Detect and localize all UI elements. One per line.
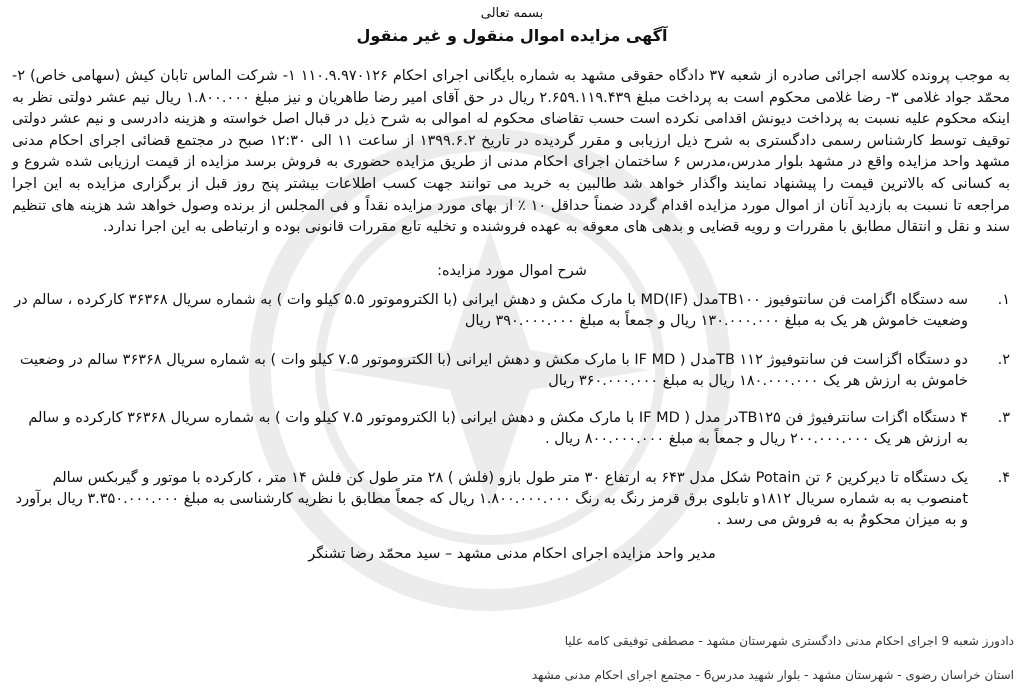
- auction-item-2: [12, 350, 1010, 392]
- auction-item-3: [12, 408, 1010, 450]
- item-number: ۲.: [997, 352, 1010, 368]
- auction-item-4: [12, 468, 1010, 531]
- signature-line: مدیر واحد مزایده اجرای احکام مدنی مشهد – سید محمّد رضا تشنگر: [308, 546, 716, 562]
- footer-officer-line: دادورز شعبه 9 اجرای احکام مدنی دادگستری شهرستان مشهد - مصطفی توفیقی کامه علیا: [564, 634, 1014, 648]
- item-number: ۱.: [997, 292, 1010, 308]
- item-number: ۴.: [997, 470, 1010, 486]
- item-number: ۳.: [997, 410, 1010, 426]
- items-section-header: شرح اموال مورد مزایده:: [437, 263, 587, 279]
- notice-title: آگهی مزایده اموال منقول و غیر منقول: [356, 26, 668, 45]
- auction-item-1: [12, 290, 1010, 332]
- item-description: ۴ دستگاه اگزات سانترفیوژ فن TB۱۲۵در مدل ( IF MD با مارک مکش و دهش ایرانی (با الکتروموتور ۷.۵ کیلو وات ) به شماره سریال ۳۶۳۶۸ کارکرده و سالم به ارزش هر یک ۲۰۰.۰۰۰.۰۰۰ ریال و جمعاً به مبلغ ۸۰۰.۰۰۰.۰۰۰ ریال .: [28, 410, 968, 447]
- notice-body-paragraph: به موجب پرونده کلاسه اجرائی صادره از شعبه ۳۷ دادگاه حقوقی مشهد به شماره بایگانی اجرای احکام ۱۱۰.۹.۹۷۰۱۲۶ ۱- شرکت الماس تابان کیش (سهامی خاص) ۲- محمّد جواد غلامی ۳- رضا غلامی محکوم است به پرداخت مبلغ ۲.۶۵۹.۱۱۹.۴۳۹ ریال در حق آقای امیر رضا طاهریان و نیز مبلغ ۱.۸۰۰.۰۰۰ ریال نیم عشر دولتی نظر به اینکه محکوم علیه نسبت به پرداخت دیونش اقدامی نکرده است حسب تقاضای محکوم له اموالی به شرح ذیل در قبال اصل خواسته و هزینه دادرسی و نیم عشر دولتی توقیف توسط کارشناس رسمی دادگستری به شرح ذیل ارزیابی و مقرر گردیده در تاریخ ۱۳۹۹.۶.۲ از ساعت ۱۱ الی ۱۲:۳۰ صبح در مجتمع قضائی اجرای احکام مدنی مشهد واحد مزایده واقع در مشهد بلوار مدرس،مدرس ۶ ساختمان اجرای احکام مدنی از طریق مزایده حضوری به فروش برسد مزایده از قیمت ارزیابی شده شروع و به کسانی که بالاترین قیمت را پیشنهاد نمایند واگذار خواهد شد طالبین به خرید می توانند جهت کسب اطلاعات بیشتر پنج روز قبل از برگزاری مزایده به این اجرا مراجعه تا نسبت به بازدید آنان از اموال مورد مزایده اقدام گردد ضمناً حداقل ۱۰ ٪ از بهای مورد مزایده نقداً و فی المجلس از برنده وصول خواهد شد هزینه های تنظیم سند و نقل و انتقال مطابق با مقررات و رویه قضایی و بدهی های معوقه به عهده فروشنده و تخلیه تابع مقررات قانونی بوده و ارتباطی به این اجرا ندارد.: [12, 68, 1011, 236]
- basmala-heading: بسمه تعالی: [480, 6, 544, 21]
- footer-address-line: استان خراسان رضوی - شهرستان مشهد - بلوار شهید مدرس6 - مجتمع اجرای احکام مدنی مشهد: [531, 668, 1014, 682]
- item-description: یک دستگاه تا دیرکرین ۶ تن Potain شکل مدل ۶۴۳ به ارتفاع ۳۰ متر طول بازو (فلش ) ۲۸ متر طول کن فلش ۱۴ متر ، کارکرده با موتور و گیربکس سالم tمنصوب به به شماره سریال ۱۸۱۲و تابلوی برق قرمز رنگ به رنگ ۱.۸۰۰.۰۰۰.۰۰۰ ریال که جمعاً مطابق با نظریه کارشناسی به مبلغ ۳.۳۵۰.۰۰۰.۰۰۰ ریال برآورد و به میزان محکومٌ به به فروش می رسد .: [15, 470, 968, 528]
- item-description: سه دستگاه اگزامت فن سانتوفیوز TB۱۰۰مدل MD(IF) با مارک مکش و دهش ایرانی (با الکتروموتور ۵.۵ کیلو وات ) به شماره سریال ۳۶۳۶۸ کارکرده ، سالم در وضعیت خاموش هر یک به مبلغ ۱۳۰.۰۰۰.۰۰۰ ریال و جمعاً به مبلغ ۳۹۰.۰۰۰.۰۰۰ ریال: [14, 292, 968, 329]
- item-description: دو دستگاه اگزاست فن سانتوفیوژ ۱۱۲ TBمدل ( IF MD با مارک مکش و دهش ایرانی (با الکتروموتور ۷.۵ کیلو وات ) به شماره سریال ۳۶۳۶۸ سالم در وضعیت خاموش به ارزش هر یک ۱۸۰.۰۰۰.۰۰۰ ریال به مبلغ ۳۶۰.۰۰۰.۰۰۰ ریال: [19, 352, 968, 389]
